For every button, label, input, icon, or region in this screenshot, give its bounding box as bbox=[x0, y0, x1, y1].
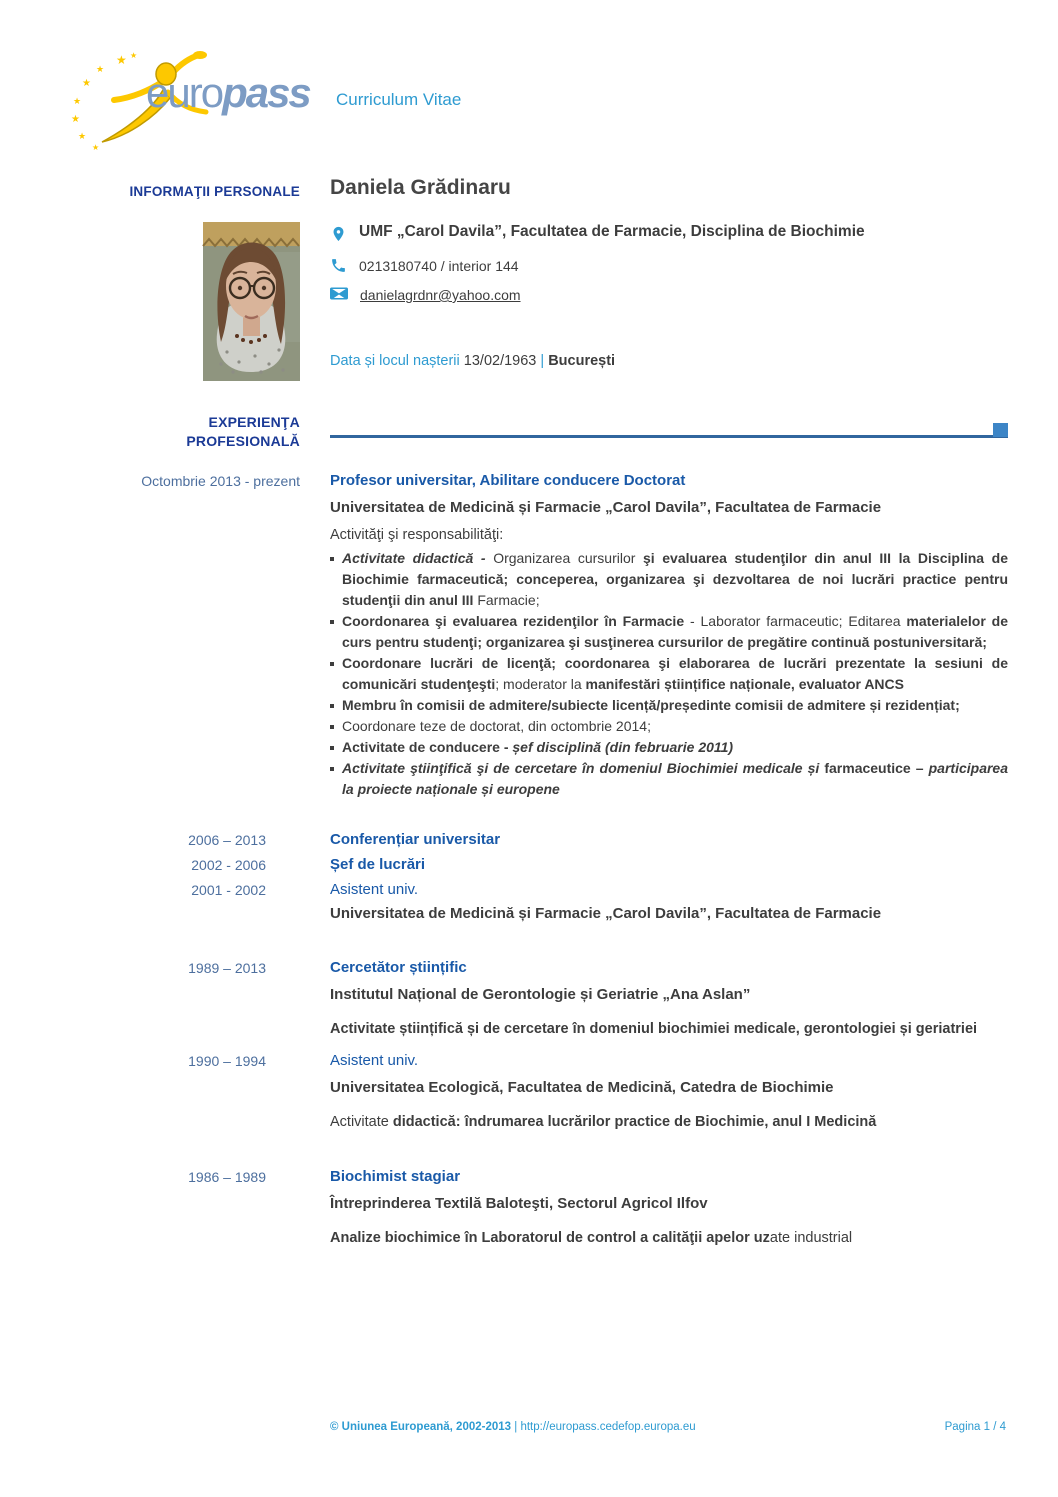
job-title: Șef de lucrări bbox=[330, 856, 426, 873]
text-segment: Farmacie; bbox=[477, 592, 540, 608]
employer: Întreprinderea Textilă Baloteşti, Sectorul Agricol Ilfov bbox=[330, 1195, 708, 1212]
bullet-marker-icon bbox=[330, 746, 334, 750]
employer: Institutul Național de Gerontologie și Geriatrie „Ana Aslan” bbox=[330, 986, 751, 1003]
entry-body bbox=[330, 1167, 1008, 1249]
entry-period: 1986 – 1989 bbox=[188, 1169, 266, 1185]
phone-line bbox=[330, 256, 1008, 274]
text-segment: ate industrial bbox=[769, 1230, 853, 1246]
responsibilities-list bbox=[330, 548, 1008, 800]
text-segment: Activitate ştiinţifică şi de cercetare în domeniul Biochimiei medicale și bbox=[342, 760, 825, 776]
profile-photo bbox=[203, 222, 300, 381]
email-link[interactable]: danielagrdnr@yahoo.com bbox=[360, 287, 521, 303]
birth-date: 13/02/1963 bbox=[463, 353, 537, 369]
entry-body bbox=[330, 880, 1008, 924]
job-title: Biochimist stagiar bbox=[330, 1168, 461, 1185]
footer-left bbox=[330, 1421, 696, 1433]
svg-text:★: ★ bbox=[71, 114, 80, 125]
logo-euro-text: euro bbox=[146, 69, 223, 116]
bullet-text bbox=[342, 653, 1008, 695]
rule-square bbox=[993, 423, 1008, 437]
footer-page-number: Pagina 1 / 4 bbox=[944, 1421, 1006, 1433]
experience-entry bbox=[0, 958, 1058, 1040]
text-segment: ; moderator la bbox=[495, 676, 586, 692]
bullet-marker-icon bbox=[330, 767, 334, 771]
personal-details-row bbox=[0, 222, 1058, 381]
bullet-item bbox=[330, 737, 1008, 758]
job-title: Conferențiar universitar bbox=[330, 831, 501, 848]
footer-copyright: © Uniunea Europeană, 2002-2013 bbox=[330, 1421, 512, 1433]
email-line bbox=[330, 285, 1008, 303]
responsibilities-intro: Activităţi şi responsabilităţi: bbox=[330, 527, 504, 543]
bullet-item bbox=[330, 716, 1008, 737]
text-segment: Coordonare lucrări de licenţă; coordonarea şi elaborarea de lucrări prezentate la sesiuni de comunicări studenţeşti bbox=[342, 655, 1008, 692]
section-rule bbox=[330, 421, 1008, 441]
text-segment: Coordonarea şi evaluarea rezidenţilor în Farmacie bbox=[342, 613, 685, 629]
text-segment: manifestări științifice naționale, evaluator ANCS bbox=[585, 676, 904, 692]
bullet-text bbox=[342, 548, 1008, 611]
svg-text:★: ★ bbox=[78, 132, 87, 142]
phone-icon bbox=[330, 257, 347, 274]
entry-period: 2006 – 2013 bbox=[188, 832, 266, 848]
bullet-text bbox=[342, 758, 1008, 800]
personal-section-label: INFORMAŢII PERSONALE bbox=[129, 184, 300, 199]
entry-body bbox=[330, 1051, 1008, 1133]
text-segment: - Laborator farmaceutic; Editarea bbox=[684, 613, 907, 629]
birth-label: Data și locul nașterii bbox=[330, 353, 460, 369]
svg-text:★: ★ bbox=[130, 51, 138, 60]
envelope-icon bbox=[330, 286, 348, 301]
entry-period: 1989 – 2013 bbox=[188, 960, 266, 976]
svg-text:★: ★ bbox=[82, 78, 91, 89]
text-segment: șef disciplină (din februarie 2011) bbox=[512, 739, 734, 755]
text-segment: materialelor de curs pentru studenţi; organizarea şi susţinerea cursurilor de pregătire continuă postuniversitară; bbox=[342, 613, 1008, 650]
text-segment: participarea la proiecte naționale și europene bbox=[342, 760, 1008, 797]
experience-section-label bbox=[0, 413, 300, 451]
bullet-item bbox=[330, 653, 1008, 695]
svg-text:★: ★ bbox=[116, 53, 127, 67]
experience-entry bbox=[0, 1051, 1058, 1133]
job-title: Asistent univ. bbox=[330, 881, 419, 898]
svg-text:★: ★ bbox=[96, 65, 105, 75]
experience-entry bbox=[0, 1167, 1058, 1249]
text-segment: şi evaluarea studenţilor din anul III la Disciplina de Biochimie farmaceutică; conceperea, organizarea şi dezvoltarea de noi lucrări practice pentru studenţii din anul III bbox=[342, 550, 1008, 608]
text-segment: Activitate de conducere - bbox=[342, 739, 513, 755]
footer-url[interactable]: http://europass.cedefop.europa.eu bbox=[520, 1421, 696, 1433]
bullet-item bbox=[330, 695, 1008, 716]
bullet-marker-icon bbox=[330, 620, 334, 624]
job-title: Asistent univ. bbox=[330, 1052, 419, 1069]
bullet-marker-icon bbox=[330, 704, 334, 708]
bullet-item bbox=[330, 548, 1008, 611]
text-segment: Activitate bbox=[330, 1114, 393, 1130]
bullet-item bbox=[330, 611, 1008, 653]
bullet-text bbox=[342, 737, 733, 758]
employer: Universitatea de Medicină și Farmacie „Carol Davila”, Facultatea de Farmacie bbox=[330, 499, 882, 516]
entry-period: 1990 – 1994 bbox=[188, 1053, 266, 1069]
person-name: Daniela Grădinaru bbox=[330, 176, 511, 199]
text-segment: Coordonare teze de doctorat, din octombrie 2014; bbox=[342, 718, 651, 734]
svg-text:★: ★ bbox=[92, 143, 100, 152]
birth-info bbox=[330, 353, 1008, 369]
job-title: Cercetător științific bbox=[330, 959, 467, 976]
section-label-line1: EXPERIENŢA bbox=[208, 414, 300, 430]
entry-description bbox=[330, 1019, 1008, 1040]
bullet-text bbox=[342, 695, 960, 716]
personal-header-row bbox=[0, 176, 1058, 200]
text-segment: Organizarea cursurilor bbox=[493, 550, 643, 566]
logo-pass-text: pass bbox=[222, 69, 310, 116]
page-header bbox=[0, 0, 1058, 176]
text-segment: Activitate didactică - bbox=[342, 550, 494, 566]
europass-wordmark bbox=[146, 69, 310, 116]
text-segment: Activitate științifică și de cercetare în domeniul biochimiei medicale, gerontologiei și geriatriei bbox=[330, 1021, 978, 1037]
birth-separator: | bbox=[540, 353, 545, 369]
svg-text:★: ★ bbox=[73, 97, 82, 107]
address-line bbox=[330, 222, 1008, 245]
phone-text: 0213180740 / interior 144 bbox=[359, 258, 519, 274]
birth-place: București bbox=[548, 353, 616, 369]
bullet-marker-icon bbox=[330, 725, 334, 729]
page-footer bbox=[330, 1421, 1006, 1433]
address-text: UMF „Carol Davila”, Facultatea de Farmacie, Disciplina de Biochimie bbox=[359, 223, 865, 240]
employer: Universitatea Ecologică, Facultatea de Medicină, Catedra de Biochimie bbox=[330, 1079, 834, 1096]
entry-description bbox=[330, 1112, 1008, 1133]
entry-body bbox=[330, 958, 1008, 1040]
europass-logo bbox=[66, 46, 326, 152]
entry-body bbox=[330, 471, 1008, 800]
bullet-text bbox=[342, 611, 1008, 653]
contact-list bbox=[330, 222, 1008, 381]
experience-entry bbox=[0, 830, 1058, 850]
experience-entry bbox=[0, 855, 1058, 875]
rule-line bbox=[330, 435, 1008, 438]
experience-section-row bbox=[0, 413, 1058, 451]
bullet-item bbox=[330, 758, 1008, 800]
entry-period: Octombrie 2013 - prezent bbox=[141, 473, 300, 489]
text-segment: Analize biochimice în Laboratorul de control a calităţii apelor uz bbox=[330, 1230, 770, 1246]
job-title: Profesor universitar, Abilitare conducere Doctorat bbox=[330, 472, 686, 489]
text-segment: didactică: îndrumarea lucrărilor practice de Biochimie, anul I Medicină bbox=[392, 1114, 877, 1130]
experience-entry bbox=[0, 471, 1058, 800]
location-pin-icon bbox=[330, 223, 347, 245]
section-label-line2: PROFESIONALĂ bbox=[186, 433, 300, 449]
footer-separator: | bbox=[511, 1421, 521, 1433]
entry-description bbox=[330, 1228, 1008, 1249]
bullet-text bbox=[342, 716, 651, 737]
bullet-marker-icon bbox=[330, 557, 334, 561]
entry-period: 2001 - 2002 bbox=[191, 882, 266, 898]
bullet-marker-icon bbox=[330, 662, 334, 666]
text-segment: Membru în comisii de admitere/subiecte licență/președinte comisii de admitere și rezidențiat; bbox=[342, 697, 960, 713]
experience-entry bbox=[0, 880, 1058, 924]
employer: Universitatea de Medicină și Farmacie „Carol Davila”, Facultatea de Farmacie bbox=[330, 905, 882, 922]
document-type: Curriculum Vitae bbox=[336, 90, 462, 109]
entry-period: 2002 - 2006 bbox=[191, 857, 266, 873]
text-segment: farmaceutice – bbox=[824, 760, 929, 776]
